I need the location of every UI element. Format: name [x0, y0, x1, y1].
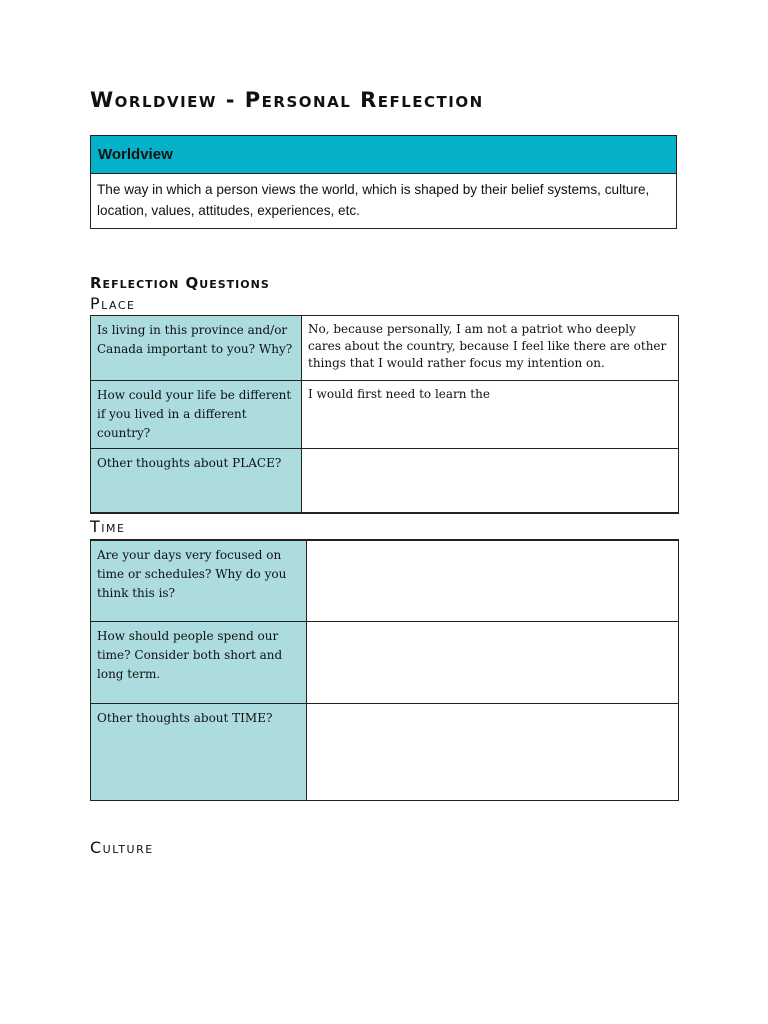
table-row: [91, 316, 679, 381]
place-table: [90, 315, 679, 514]
definition-term: Worldview: [91, 136, 676, 174]
definition-text: The way in which a person views the world, which is shaped by their belief systems, culture, location, values, attitudes, experiences, etc.: [97, 182, 650, 218]
answer-cell[interactable]: [307, 621, 679, 703]
subheading-time: Time: [90, 517, 126, 536]
definition-box: [90, 135, 677, 229]
answer-cell[interactable]: [302, 449, 679, 513]
answer-cell[interactable]: [307, 540, 679, 621]
time-table: [90, 539, 679, 801]
table-row: [91, 381, 679, 449]
table-row: [91, 703, 679, 800]
subheading-place: Place: [90, 294, 136, 313]
question-cell: Is living in this province and/or Canada important to you? Why?: [91, 316, 302, 381]
subheading-culture: Culture: [90, 838, 154, 857]
question-cell: How could your life be different if you lived in a different country?: [91, 381, 302, 449]
table-row: [91, 449, 679, 513]
question-cell: Other thoughts about PLACE?: [91, 449, 302, 513]
section-title-reflection-questions: Reflection Questions: [90, 274, 270, 292]
table-row: [91, 621, 679, 703]
answer-cell[interactable]: I would first need to learn the: [302, 381, 679, 449]
question-cell: How should people spend our time? Consider both short and long term.: [91, 621, 307, 703]
question-cell: Other thoughts about TIME?: [91, 703, 307, 800]
question-cell: Are your days very focused on time or schedules? Why do you think this is?: [91, 540, 307, 621]
answer-cell[interactable]: [307, 703, 679, 800]
table-row: [91, 540, 679, 621]
page-title: Worldview - Personal Reflection: [90, 88, 484, 112]
answer-cell[interactable]: No, because personally, I am not a patriot who deeply cares about the country, because I feel like there are other things that I would rather focus my intention on.: [302, 316, 679, 381]
